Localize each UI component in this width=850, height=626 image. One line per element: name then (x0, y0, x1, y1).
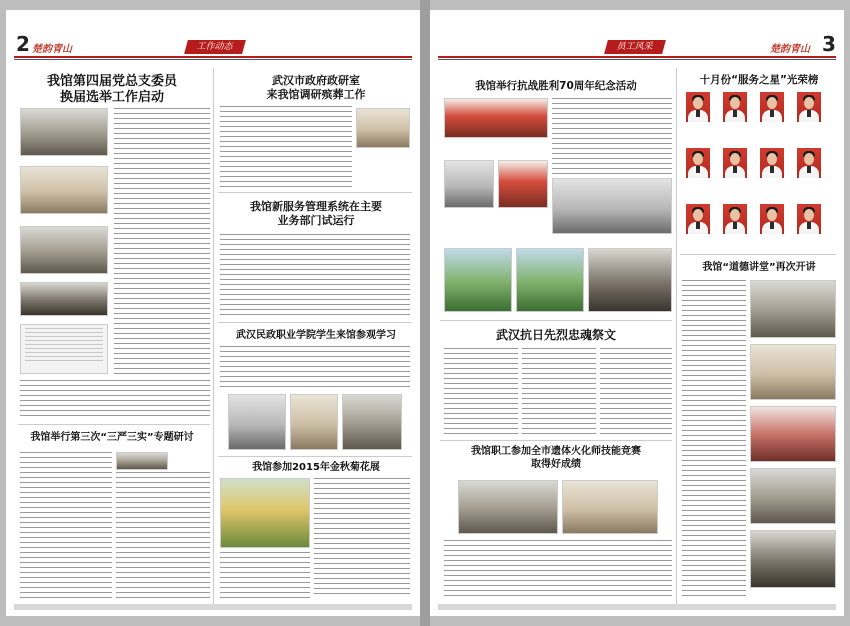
article-body-text (552, 98, 672, 174)
column-title-badge: 工作动态 (184, 40, 246, 54)
header-rule-thin (14, 59, 412, 60)
article-body-text (444, 348, 518, 436)
article-headline: 武汉抗日先烈忠魂祭文 (495, 328, 616, 342)
memorial-photo (516, 248, 584, 312)
article-body-text (522, 348, 596, 436)
article-body-text (114, 108, 210, 378)
meeting-photo (20, 166, 108, 214)
article-headline (218, 74, 414, 102)
article-headline: 我馆举行抗战胜利70周年纪念活动 (475, 80, 637, 92)
article-body-text (220, 552, 310, 598)
portrait-photo (723, 204, 747, 234)
portrait-photo (760, 148, 784, 178)
research-photo (356, 108, 410, 148)
visit-photo (228, 394, 286, 450)
exhibition-photo (444, 160, 494, 208)
portrait-photo (760, 92, 784, 122)
headline-line: 武汉市政府政研室 (272, 74, 360, 87)
column-divider (213, 68, 214, 608)
brand-logo: 楚韵青山 (32, 44, 72, 55)
article-body-text (682, 280, 746, 598)
article-body-text (220, 234, 410, 318)
article-headline (218, 200, 414, 228)
article-divider (218, 456, 412, 457)
column-title-badge: 员工风采 (604, 40, 666, 54)
meeting-photo (20, 282, 108, 316)
article-headline: 我馆举行第三次“三严三实”专题研讨 (30, 432, 194, 443)
contest-photo (458, 480, 558, 534)
article-headline: 我馆“道德讲堂”再次开讲 (702, 262, 816, 273)
memorial-photo (444, 248, 512, 312)
article-divider (440, 320, 672, 321)
article-body-text (220, 106, 352, 188)
portrait-photo (723, 148, 747, 178)
flower-show-photo (220, 478, 310, 548)
exhibition-photo (498, 160, 548, 208)
article-headline (438, 446, 674, 471)
right-page (430, 10, 844, 616)
meeting-photo (116, 452, 168, 470)
article-body-text (444, 540, 672, 598)
article-body-text (314, 478, 410, 598)
headline-line: 来我馆调研殡葬工作 (266, 87, 366, 101)
portrait-photo (686, 204, 710, 234)
article-headline: 我馆参加2015年金秋菊花展 (252, 462, 380, 473)
portrait-photo (723, 92, 747, 122)
headline-line: 我馆第四届党总支委员 (46, 74, 177, 89)
portrait-photo (686, 92, 710, 122)
headline-line: 我馆新服务管理系统在主要 (250, 200, 382, 213)
header-rule (14, 56, 412, 58)
portrait-photo (686, 148, 710, 178)
lecture-photo (750, 468, 836, 524)
ceremony-photo (444, 98, 548, 138)
headline-line: 换届选举工作启动 (59, 90, 164, 106)
article-body-text (600, 348, 672, 436)
article-headline: 武汉民政职业学院学生来馆参观学习 (236, 330, 396, 341)
contest-photo (562, 480, 658, 534)
left-page (6, 10, 420, 616)
page-gutter (420, 0, 430, 626)
visit-photo (342, 394, 402, 450)
header-rule-thin (438, 59, 836, 60)
memorial-photo (588, 248, 672, 312)
visit-photo (290, 394, 338, 450)
article-body-text (20, 380, 210, 420)
header-rule (438, 56, 836, 58)
document-photo (20, 324, 108, 374)
article-divider (218, 192, 412, 193)
article-divider (440, 440, 672, 441)
article-divider (218, 322, 412, 323)
column-divider (676, 68, 677, 608)
page-number: 3 (822, 32, 836, 56)
headline-line: 取得好成绩 (531, 458, 581, 470)
meeting-photo (20, 226, 108, 274)
exhibition-photo (552, 178, 672, 234)
portrait-photo (760, 204, 784, 234)
footer-bar (438, 604, 836, 610)
footer-bar (14, 604, 412, 610)
lecture-photo (750, 530, 836, 588)
article-body-text (20, 452, 112, 598)
lecture-photo (750, 280, 836, 338)
article-body-text (116, 472, 210, 598)
portrait-photo (797, 92, 821, 122)
article-headline (16, 74, 208, 107)
portrait-photo (797, 148, 821, 178)
lecture-photo (750, 344, 836, 400)
article-divider (18, 424, 210, 425)
lecture-photo (750, 406, 836, 462)
brand-logo: 楚韵青山 (770, 44, 810, 55)
headline-line: 我馆职工参加全市遗体火化师技能竞赛 (471, 446, 641, 457)
headline-line: 业务部门试运行 (277, 213, 355, 227)
page-number: 2 (16, 32, 30, 56)
article-divider (680, 254, 836, 255)
portrait-photo (797, 204, 821, 234)
article-body-text (220, 346, 410, 390)
meeting-photo (20, 108, 108, 156)
article-headline: 十月份“服务之星”光荣榜 (699, 74, 819, 86)
